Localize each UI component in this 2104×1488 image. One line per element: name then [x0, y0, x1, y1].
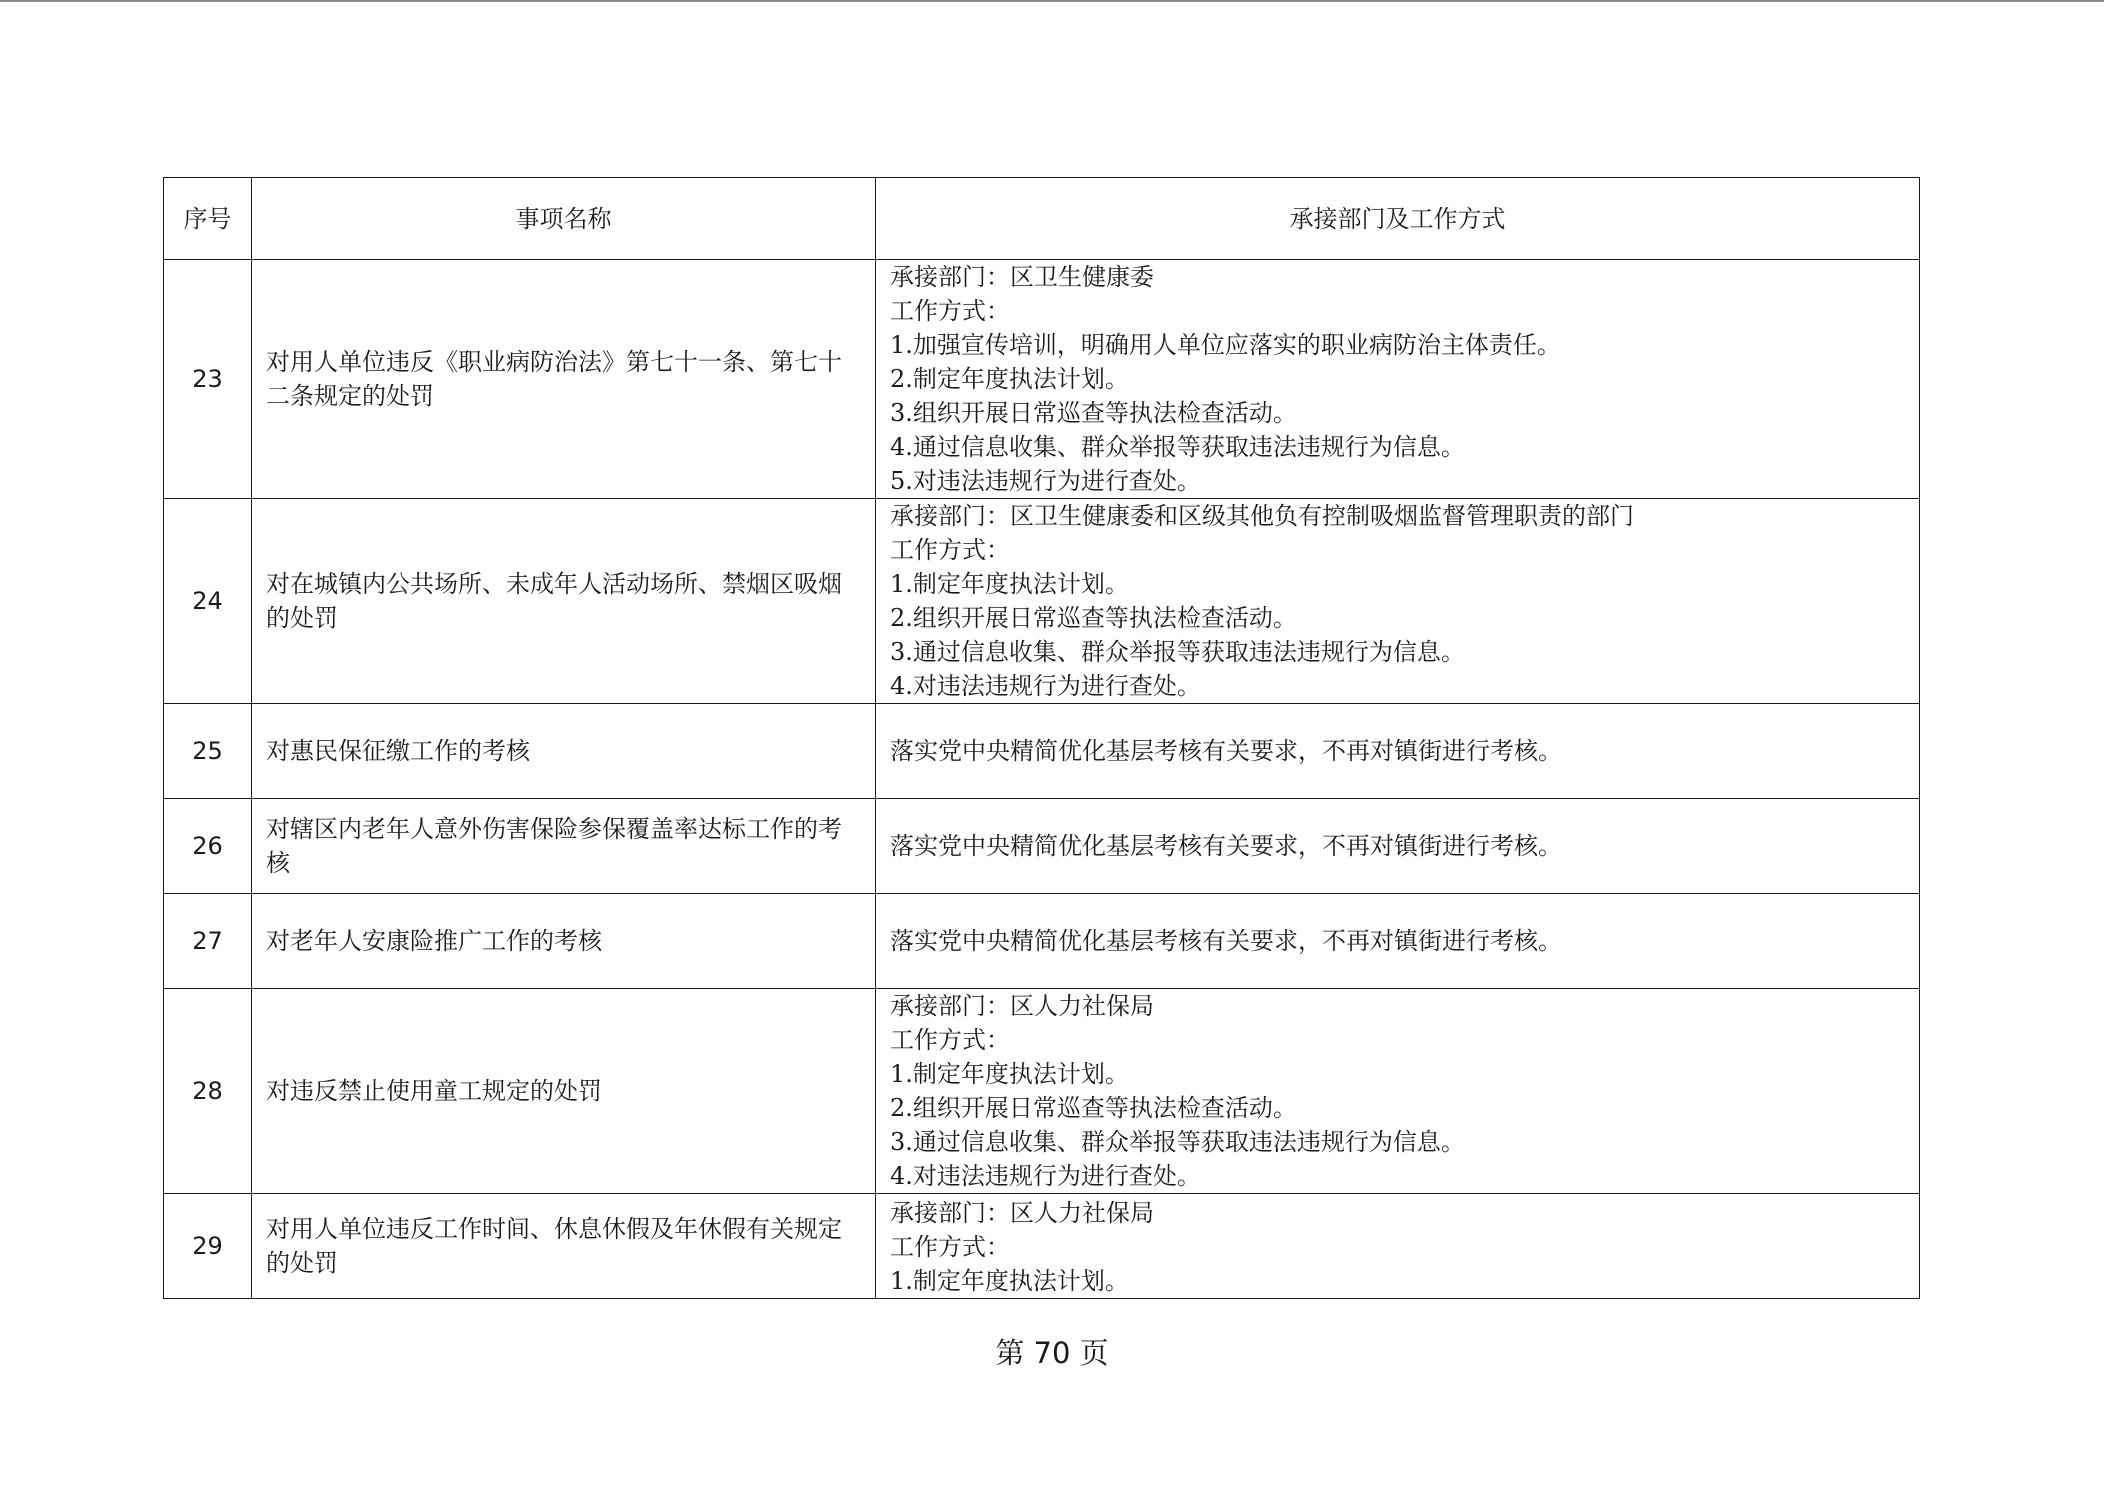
dept-line: 工作方式：	[890, 297, 1010, 325]
row-number: 27	[164, 894, 252, 989]
dept-line: 5.对违法违规行为进行查处。	[890, 467, 1201, 495]
header-name: 事项名称	[252, 178, 876, 260]
matter-name: 对老年人安康险推广工作的考核	[252, 894, 876, 989]
dept-line: 1.加强宣传培训，明确用人单位应落实的职业病防治主体责任。	[890, 331, 1561, 359]
dept-line: 4.对违法违规行为进行查处。	[890, 1162, 1201, 1190]
table-row	[164, 704, 1920, 799]
table-header-row	[164, 178, 1920, 260]
dept-line: 工作方式：	[890, 1026, 1010, 1054]
dept-line: 承接部门：区人力社保局	[890, 992, 1154, 1020]
dept-line: 4.通过信息收集、群众举报等获取违法违规行为信息。	[890, 433, 1465, 461]
dept-line: 1.制定年度执法计划。	[890, 570, 1129, 598]
dept-line: 2.制定年度执法计划。	[890, 365, 1129, 393]
row-number: 29	[164, 1194, 252, 1299]
header-dept: 承接部门及工作方式	[876, 178, 1920, 260]
table-row	[164, 499, 1920, 704]
dept-method	[876, 499, 1920, 704]
dept-line: 4.对违法违规行为进行查处。	[890, 672, 1201, 700]
page-number: 70	[1033, 1336, 1071, 1370]
dept-method	[876, 704, 1920, 799]
dept-method	[876, 894, 1920, 989]
matter-name: 对在城镇内公共场所、未成年人活动场所、禁烟区吸烟的处罚	[252, 499, 876, 704]
dept-line: 工作方式：	[890, 1233, 1010, 1261]
row-number: 24	[164, 499, 252, 704]
dept-line: 承接部门：区卫生健康委	[890, 263, 1154, 291]
matter-name: 对辖区内老年人意外伤害保险参保覆盖率达标工作的考核	[252, 799, 876, 894]
matters-table	[163, 177, 1920, 1299]
table-row	[164, 1194, 1920, 1299]
table-row	[164, 260, 1920, 499]
page-prefix: 第	[995, 1336, 1025, 1370]
table-row	[164, 989, 1920, 1194]
dept-method	[876, 260, 1920, 499]
dept-line: 1.制定年度执法计划。	[890, 1267, 1129, 1295]
dept-method	[876, 1194, 1920, 1299]
row-number: 26	[164, 799, 252, 894]
matter-name: 对违反禁止使用童工规定的处罚	[252, 989, 876, 1194]
dept-method	[876, 799, 1920, 894]
table-row	[164, 894, 1920, 989]
page-footer	[0, 1331, 2104, 1372]
dept-line: 3.组织开展日常巡查等执法检查活动。	[890, 399, 1297, 427]
dept-line: 落实党中央精简优化基层考核有关要求，不再对镇街进行考核。	[890, 832, 1562, 860]
dept-line: 2.组织开展日常巡查等执法检查活动。	[890, 1094, 1297, 1122]
dept-line: 承接部门：区人力社保局	[890, 1199, 1154, 1227]
row-number: 23	[164, 260, 252, 499]
dept-line: 落实党中央精简优化基层考核有关要求，不再对镇街进行考核。	[890, 737, 1562, 765]
dept-line: 工作方式：	[890, 536, 1010, 564]
top-border-line	[0, 0, 2104, 2]
page-suffix: 页	[1079, 1336, 1109, 1370]
dept-line: 2.组织开展日常巡查等执法检查活动。	[890, 604, 1297, 632]
matter-name: 对用人单位违反工作时间、休息休假及年休假有关规定的处罚	[252, 1194, 876, 1299]
row-number: 28	[164, 989, 252, 1194]
dept-line: 1.制定年度执法计划。	[890, 1060, 1129, 1088]
matter-name: 对惠民保征缴工作的考核	[252, 704, 876, 799]
dept-line: 3.通过信息收集、群众举报等获取违法违规行为信息。	[890, 638, 1465, 666]
dept-line: 落实党中央精简优化基层考核有关要求，不再对镇街进行考核。	[890, 927, 1562, 955]
table-row	[164, 799, 1920, 894]
header-num: 序号	[164, 178, 252, 260]
row-number: 25	[164, 704, 252, 799]
dept-method	[876, 989, 1920, 1194]
dept-line: 承接部门：区卫生健康委和区级其他负有控制吸烟监督管理职责的部门	[890, 502, 1634, 530]
matter-name: 对用人单位违反《职业病防治法》第七十一条、第七十二条规定的处罚	[252, 260, 876, 499]
dept-line: 3.通过信息收集、群众举报等获取违法违规行为信息。	[890, 1128, 1465, 1156]
